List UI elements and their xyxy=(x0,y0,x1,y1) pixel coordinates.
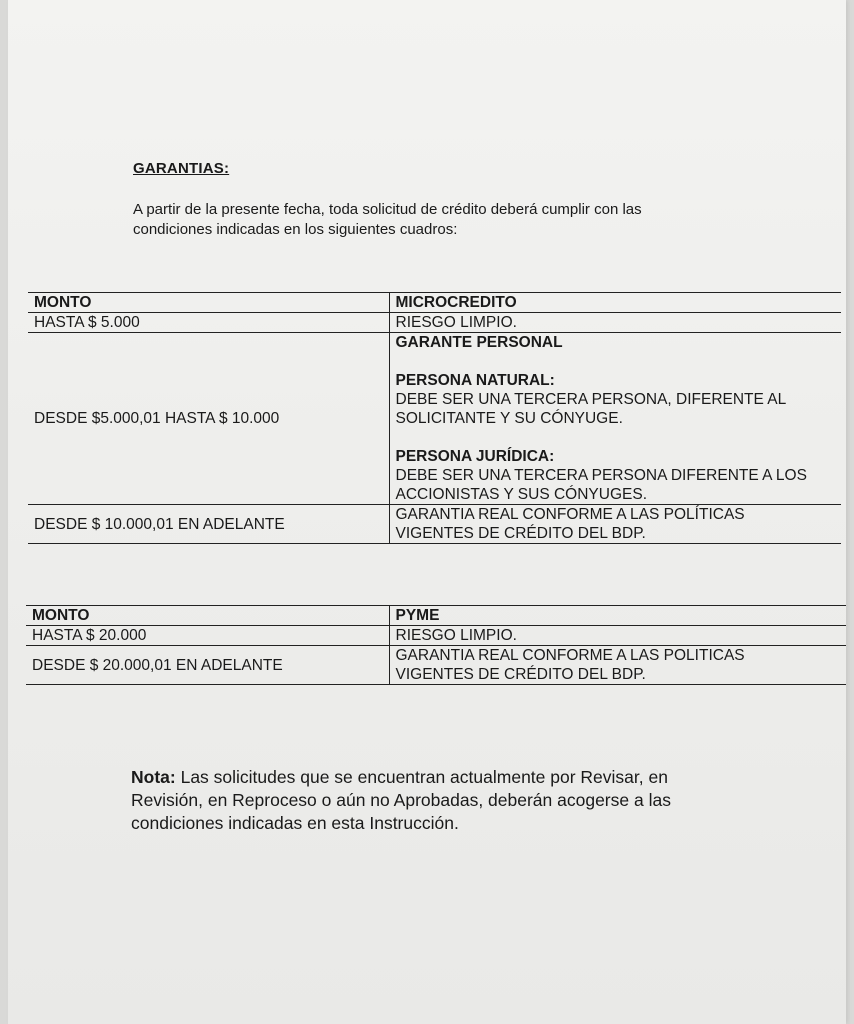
table-header-row xyxy=(26,606,846,626)
condition-cell xyxy=(389,646,846,685)
note-paragraph xyxy=(131,766,771,835)
condition-subtitle: PERSONA NATURAL: xyxy=(395,372,555,389)
condition-subtitle: PERSONA JURÍDICA: xyxy=(395,448,555,465)
condition-text: VIGENTES DE CRÉDITO DEL BDP. xyxy=(395,525,646,542)
condition-cell: RIESGO LIMPIO. xyxy=(389,626,846,646)
intro-line: A partir de la presente fecha, toda solicitud de crédito deberá cumplir con las xyxy=(133,201,642,218)
condition-text: DEBE SER UNA TERCERA PERSONA DIFERENTE A LOS xyxy=(395,467,807,484)
intro-paragraph xyxy=(133,200,733,240)
condition-cell xyxy=(389,333,841,505)
table-row xyxy=(26,646,846,685)
amount-cell: DESDE $ 10.000,01 EN ADELANTE xyxy=(28,505,389,544)
note-line: condiciones indicadas en esta Instrucción. xyxy=(131,813,459,833)
note-label: Nota: xyxy=(131,767,176,787)
table-row xyxy=(28,313,841,333)
header-cell-amount: MONTO xyxy=(28,293,389,313)
section-heading: GARANTIAS: xyxy=(133,160,230,177)
amount-cell: HASTA $ 20.000 xyxy=(26,626,389,646)
amount-cell: DESDE $ 20.000,01 EN ADELANTE xyxy=(26,646,389,685)
intro-line: condiciones indicadas en los siguientes cuadros: xyxy=(133,221,458,238)
note-line xyxy=(131,766,771,789)
pyme-table xyxy=(26,605,846,685)
condition-text: VIGENTES DE CRÉDITO DEL BDP. xyxy=(395,666,646,683)
header-cell-amount: MONTO xyxy=(26,606,389,626)
table-header-row xyxy=(28,293,841,313)
header-cell-type: PYME xyxy=(389,606,846,626)
condition-title: GARANTE PERSONAL xyxy=(395,334,563,351)
table-row xyxy=(26,626,846,646)
table-row xyxy=(28,333,841,505)
header-cell-type: MICROCREDITO xyxy=(389,293,841,313)
note-line: Revisión, en Reproceso o aún no Aprobadas, deberán acogerse a las xyxy=(131,790,671,810)
document-page xyxy=(8,0,846,1024)
condition-text: SOLICITANTE Y SU CÓNYUGE. xyxy=(395,410,623,427)
condition-cell xyxy=(389,505,841,544)
condition-cell: RIESGO LIMPIO. xyxy=(389,313,841,333)
table-row xyxy=(28,505,841,544)
condition-text: GARANTIA REAL CONFORME A LAS POLITICAS xyxy=(395,647,745,664)
condition-text: DEBE SER UNA TERCERA PERSONA, DIFERENTE AL xyxy=(395,391,787,408)
note-text: Las solicitudes que se encuentran actualmente por Revisar, en xyxy=(175,767,668,787)
condition-text: ACCIONISTAS Y SUS CÓNYUGES. xyxy=(395,486,648,503)
microcredit-table xyxy=(28,292,841,544)
amount-cell: HASTA $ 5.000 xyxy=(28,313,389,333)
amount-cell: DESDE $5.000,01 HASTA $ 10.000 xyxy=(28,333,389,505)
condition-text: GARANTIA REAL CONFORME A LAS POLÍTICAS xyxy=(395,506,745,523)
